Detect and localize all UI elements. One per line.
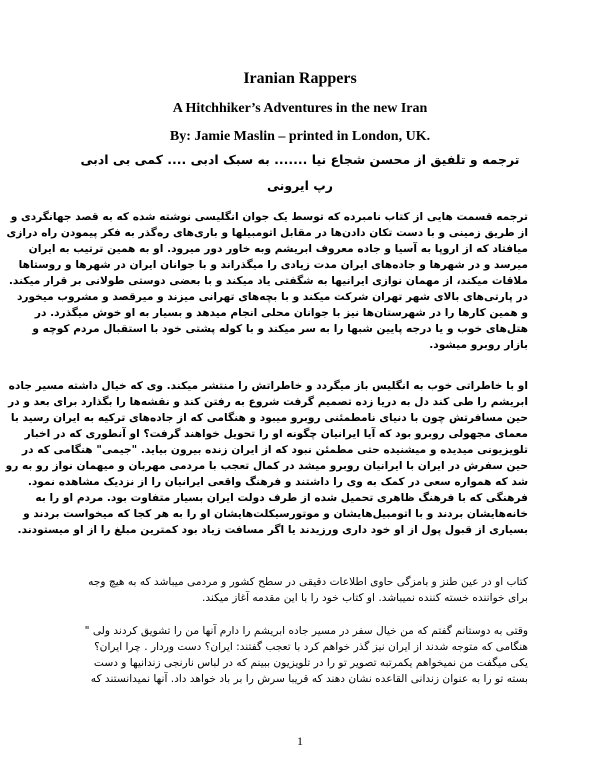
paragraph-line: میافتاد که از اروپا به آسیا و جاده معروف ابریشم وبه خاور دور میرود. او به همین ترتیب به ایران: [28, 243, 528, 255]
paragraph-line: حین مسافرتش چون با دنیای نامطمئنی روبرو میبود و هنگامی که از جاده‌های ترکیه به ایران رسید با: [10, 412, 528, 424]
paragraph-line: بسیاری از قبول پول از او خود داری ورزیدند یا اگر مسافت زیاد بود کمترین مبلغ را از او میستودند.: [17, 524, 528, 536]
paragraph-line: هتل‌های خوب و یا درجه پایین شبها را به سر میکند و با کوله پشتی خود با استقبال مردم کوچه و: [32, 323, 528, 335]
translator-credit: ترجمه و تلفیق از محسن شجاع نیا ....... به سبک ادبی .... کمی بی ادبی: [80, 152, 520, 167]
paragraph-line: خانه‌هایشان بردند و با اتومبیل‌هایشان و موتورسیکلت‌هایشان او را به هر کجا که میخواست بردند و: [23, 508, 528, 520]
paragraph-line: ترجمه قسمت هایی از کتاب نامبرده که توسط یک جوان انگلیسی نوشته شده که به قصد جهانگردی و: [10, 211, 528, 223]
page-number: 1: [297, 734, 303, 748]
document-author: By: Jamie Maslin – printed in London, UK.: [169, 129, 431, 144]
paragraph-line: وقتی به دوستانم گفتم که من خیال سفر در مسیر جاده ابریشم را دارم آنها من را تشویق کردند ولی ": [84, 625, 528, 637]
document-title: Iranian Rappers: [243, 70, 357, 87]
document-subtitle: A Hitchhiker’s Adventures in the new Iran: [172, 101, 428, 116]
paragraph: [6, 209, 528, 353]
paragraph: [5, 378, 528, 538]
paragraph-line: او با خاطراتی خوب به انگلیس باز میگردد و خاطراتش را منتشر میکند. وی که خیال داشته مسیر جاده: [8, 380, 528, 392]
paragraph-line: و همین کارها را در شهرستان‌ها نیز با جوانان محلی انجام میدهد و بسیار به او خوش میگذرد. در: [34, 307, 528, 319]
paragraph-line: تلویزیونی میدیده و میشنیده حتی مطمئن نبود که از ایران زنده بیرون بیاید. "جیمی" هنگامی که در: [22, 444, 528, 456]
paragraph-line: کتاب او در عین طنز و بامزگی حاوی اطلاعات دقیقی در سطح کشور و مردمی میباشد که به هیچ وجه: [88, 576, 528, 588]
paragraph-line: فرهنگی که با فرهنگ ظاهری تحمیل شده از طرف دولت ایران بسیار متفاوت بود. مردم او را به: [35, 492, 528, 504]
paragraph-line: برای خواننده خسته کننده نمیباشد. او کتاب خود را با این مقدمه آغاز میکند.: [201, 592, 528, 604]
paragraph-line: میرسد و در شهرها و جاده‌های ایران مدت زیادی را میگذراند و با جوانان ایران در شهرها و روستاها: [18, 259, 528, 271]
paragraph-line: حین سفرش در ایران با ایرانیان روبرو میشد در کمال تعجب با مردمی مهربان و میهمان نواز رو به رو: [5, 460, 528, 472]
paragraph-line: بازار روبرو میشود.: [429, 339, 528, 351]
paragraph-line: در پارتی‌های بالای شهر تهران شرکت میکند و با بچه‌های تهرانی میزند و میرقصد و مشروب میخورد: [16, 291, 528, 303]
paragraph-line: ملاقات میکند، از مهمان نوازی ایرانیها به شگفتی یاد میکند و با بعضی دوستی طولانی بر قرار میکند.: [8, 275, 528, 287]
paragraph-line: معمای مجهولی روبرو بود که آیا ایرانیان چگونه او را تحویل خواهند گرفت؟ او آنطوری که در اخبار: [24, 428, 528, 440]
paragraph-line: بسته تو را به عنوان زندانی القاعده نشان دهند که قریبا سرش را بر باد خواهد داد. آنها نمیدانستند که: [90, 673, 528, 685]
paragraph-line: یکی میگفت من نمیخواهم یکمرتبه تصویر تو را در تلویزیون ببینم که در لباس نارنجی زندانیها و دست: [93, 657, 528, 669]
paragraph-line: ابریشم را طی کند دل به دریا زده تصمیم گرفت شروع به رفتن کند و نقشه‌ها را بگذارد برای بعد و در: [8, 396, 528, 408]
paragraph-line: شد که همواره سعی در کمک به وی را داشتند و فرهنگ واقعی ایرانیان را از نزدیک مشاهده نمود.: [27, 476, 528, 488]
section-heading: رپ ایرونی: [267, 178, 333, 193]
paragraph-line: از طریق زمینی و با دست تکان دادن‌ها در مقابل اتومبیلها و باری‌های ره‌گذر به فکر پیمودن راه درازی: [6, 227, 528, 239]
paragraph: [72, 574, 528, 606]
paragraph: [72, 623, 528, 687]
paragraph-line: هنگامی که متوجه شدند از ایران نیز گذر خواهم کرد با تعجب گفتند: ایران؟ دست وردار . چرا ایران؟: [94, 641, 528, 653]
